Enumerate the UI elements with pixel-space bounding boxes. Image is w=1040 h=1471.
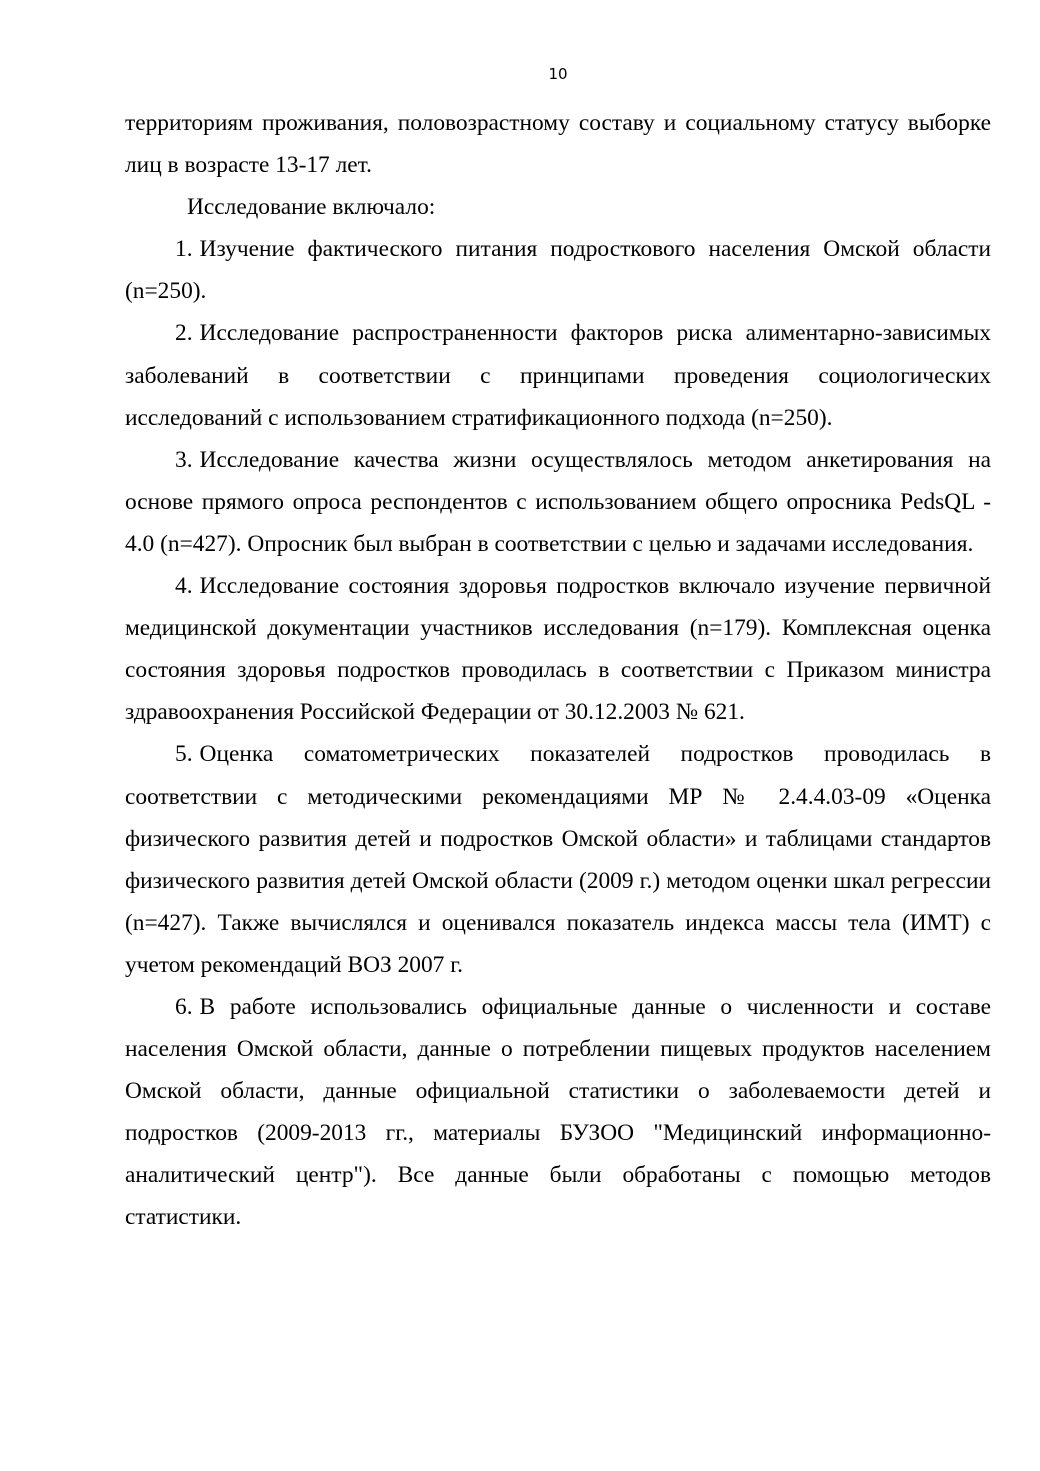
list-item-number: 1. — [175, 236, 193, 263]
list-item-4 — [125, 565, 991, 733]
list-item-5 — [125, 733, 991, 986]
document-body — [125, 102, 991, 1239]
list-item-2 — [125, 312, 991, 438]
list-item-text: Исследование состояния здоровья подростков включало изучение первичной медицинской документации участников исследования (n=179). Комплексная оценка состояния здоровья подростков проводилась в соответствии с Приказом министра здравоохранения Российской Федерации от 30.12.2003 № 621. — [125, 573, 991, 726]
list-item-number: 2. — [175, 320, 193, 347]
list-item-number: 6. — [175, 993, 193, 1020]
list-item-number: 5. — [175, 741, 193, 768]
list-item-text: Оценка соматометрических показателей подростков проводилась в соответствии с методическими рекомендациями МР № 2.4.4.03-09 «Оценка физического развития детей и подростков Омской области» и таблицами стандартов физического развития детей Омской области (2009 г.) методом оценки шкал регрессии (n=427). Также вычислялся и оценивался показатель индекса массы тела (ИМТ) с учетом рекомендаций ВОЗ 2007 г. — [125, 741, 991, 978]
list-item-number: 3. — [175, 446, 193, 473]
paragraph-continuation: территориям проживания, половозрастному составу и социальному статусу выборке лиц в возрасте 13-17 лет. — [125, 110, 991, 179]
page-number: 10 — [548, 65, 568, 83]
list-item-number: 4. — [175, 573, 193, 600]
list-item-text: В работе использовались официальные данные о численности и составе населения Омской области, данные о потреблении пищевых продуктов населением Омской области, данные официальной статистики о заболеваемости детей и подростков (2009-2013 гг., материалы БУЗОО "Медицинский информационно-аналитический центр"). Все данные были обработаны с помощью методов статистики. — [125, 993, 991, 1231]
list-item-3 — [125, 439, 991, 565]
list-item-text: Исследование распространенности факторов риска алиментарно-зависимых заболеваний в соответствии с принципами проведения социологических исследований с использованием стратификационного подхода (n=250). — [125, 320, 991, 431]
list-item-6 — [125, 986, 991, 1239]
list-item-text: Исследование качества жизни осуществлялось методом анкетирования на основе прямого опроса респондентов с использованием общего опросника PedsQL - 4.0 (n=427). Опросник был выбран в соответствии с целью и задачами исследования. — [125, 446, 991, 557]
paragraph-intro: Исследование включало: — [187, 194, 436, 221]
list-item-1 — [125, 228, 991, 312]
list-item-text: Изучение фактического питания подросткового населения Омской области (n=250). — [125, 236, 991, 305]
